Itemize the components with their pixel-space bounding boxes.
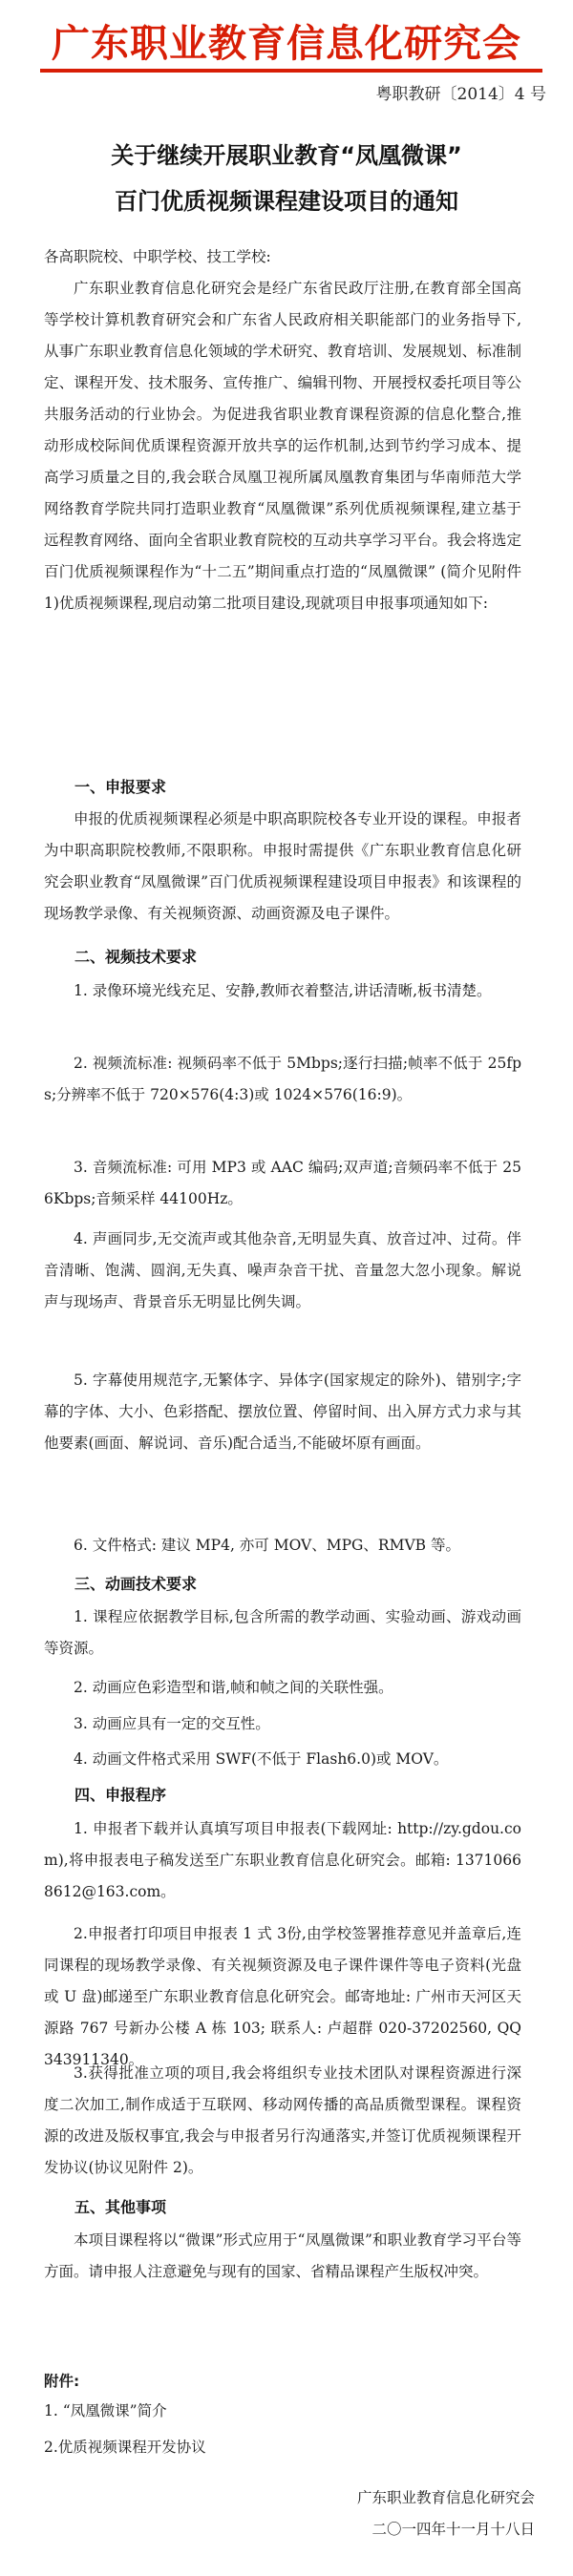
attachment-item-2: 2.优质视频课程开发协议 <box>44 2439 206 2456</box>
masthead-org-name: 广东职业教育信息化研究会 <box>52 22 521 66</box>
section-1-body: 申报的优质视频课程必须是中职高职院校各专业开设的课程。申报者为中职高职院校教师,不限职称。申报时需提供《广东职业教育信息化研究会职业教育“凤凰微课”百门优质视频课程建设项目申报表》和该课程的现场教学录像、有关视频资源、动画资源及电子课件。 <box>44 810 521 922</box>
section-2-heading: 二、视频技术要求 <box>74 948 198 966</box>
title-line-2: 百门优质视频课程建设项目的通知 <box>115 188 458 215</box>
video-req-3: 3. 音频流标准: 可用 MP3 或 AAC 编码;双声道;音频码率不低于 256Kbps;音频采样 44100Hz。 <box>44 1159 521 1207</box>
section-4-heading: 四、申报程序 <box>74 1786 167 1804</box>
signature-org: 广东职业教育信息化研究会 <box>356 2489 535 2506</box>
video-req-6: 6. 文件格式: 建议 MP4, 亦可 MOV、MPG、RMVB 等。 <box>74 1537 460 1554</box>
red-header-rule <box>40 69 542 73</box>
section-1-heading: 一、申报要求 <box>74 778 167 796</box>
document-number: 粤职教研〔2014〕4 号 <box>375 85 546 104</box>
procedure-3: 3.获得批准立项的项目,我会将组织专业技术团队对课程资源进行深度二次加工,制作成适于互联网、移动网传播的高品质微型课程。课程资源的改进及版权事宜,我会与申报者另行沟通落实,并签订优质视频课程开发协议(协议见附件 2)。 <box>44 2064 521 2176</box>
animation-req-1: 1. 课程应依据教学目标,包含所需的教学动画、实验动画、游戏动画等资源。 <box>44 1608 521 1657</box>
signature-date: 二〇一四年十一月十八日 <box>371 2521 535 2538</box>
section-5-heading: 五、其他事项 <box>74 2198 167 2216</box>
attachment-item-1: 1. “凤凰微课”简介 <box>44 2402 167 2419</box>
animation-req-2: 2. 动画应色彩造型和谐,帧和帧之间的关联性强。 <box>74 1679 393 1696</box>
video-req-1: 1. 录像环境光线充足、安静,教师衣着整洁,讲话清晰,板书清楚。 <box>74 982 492 999</box>
intro-paragraph: 广东职业教育信息化研究会是经广东省民政厅注册,在教育部全国高等学校计算机教育研究会和广东省人民政府相关职能部门的业务指导下,从事广东职业教育信息化领域的学术研究、教育培训、发展规划、标准制定、课程开发、技术服务、宣传推广、编辑刊物、开展授权委托项目等公共服务活动的行业协会。为促进我省职业教育课程资源的信息化整合,推动形成校际间优质课程资源开放共享的运作机制,达到节约学习成本、提高学习质量之目的,我会联合凤凰卫视所属凤凰教育集团与华南师范大学网络教育学院共同打造职业教育“凤凰微课”系列优质视频课程,建立基于远程教育网络、面向全省职业教育院校的互动共享学习平台。我会将选定百门优质视频课程作为“十二五”期间重点打造的“凤凰微课” (简介见附件 1)优质视频课程,现启动第二批项目建设,现就项目申报事项通知如下: <box>44 280 521 612</box>
salutation: 各高职院校、中职学校、技工学校: <box>44 248 271 265</box>
animation-req-4: 4. 动画文件格式采用 SWF(不低于 Flash6.0)或 MOV。 <box>74 1750 449 1768</box>
procedure-1: 1. 申报者下载并认真填写项目申报表(下载网址: http://zy.gdou.com),将申报表电子稿发送至广东职业教育信息化研究会。邮箱: 13710668612@163.com。 <box>44 1820 521 1900</box>
title-line-1: 关于继续开展职业教育“凤凰微课” <box>111 142 462 169</box>
animation-req-3: 3. 动画应具有一定的交互性。 <box>74 1715 270 1732</box>
video-req-4: 4. 声画同步,无交流声或其他杂音,无明显失真、放音过冲、过荷。伴音清晰、饱满、圆润,无失真、噪声杂音干扰、音量忽大忽小现象。解说声与现场声、背景音乐无明显比例失调。 <box>44 1230 521 1310</box>
procedure-2: 2.申报者打印项目申报表 1 式 3份,由学校签署推荐意见并盖章后,连同课程的现场教学录像、有关视频资源及电子课件课件等电子资料(光盘或 U 盘)邮递至广东职业教育信息化研究会。邮寄地址: 广州市天河区天源路 767 号新办公楼 A 栋 103; 联系人: 卢超群 020-37202560, QQ 343911340。 <box>44 1925 521 2068</box>
video-req-2: 2. 视频流标准: 视频码率不低于 5Mbps;逐行扫描;帧率不低于 25fps;分辨率不低于 720×576(4:3)或 1024×576(16:9)。 <box>44 1055 521 1103</box>
attachments-heading: 附件: <box>44 2373 80 2390</box>
section-3-heading: 三、动画技术要求 <box>74 1575 198 1593</box>
section-5-body: 本项目课程将以“微课”形式应用于“凤凰微课”和职业教育学习平台等方面。请申报人注意避免与现有的国家、省精品课程产生版权冲突。 <box>44 2231 521 2280</box>
video-req-5: 5. 字幕使用规范字,无繁体字、异体字(国家规定的除外)、错别字;字幕的字体、大小、色彩搭配、摆放位置、停留时间、出入屏方式力求与其他要素(画面、解说词、音乐)配合适当,不能破坏原有画面。 <box>44 1372 521 1452</box>
